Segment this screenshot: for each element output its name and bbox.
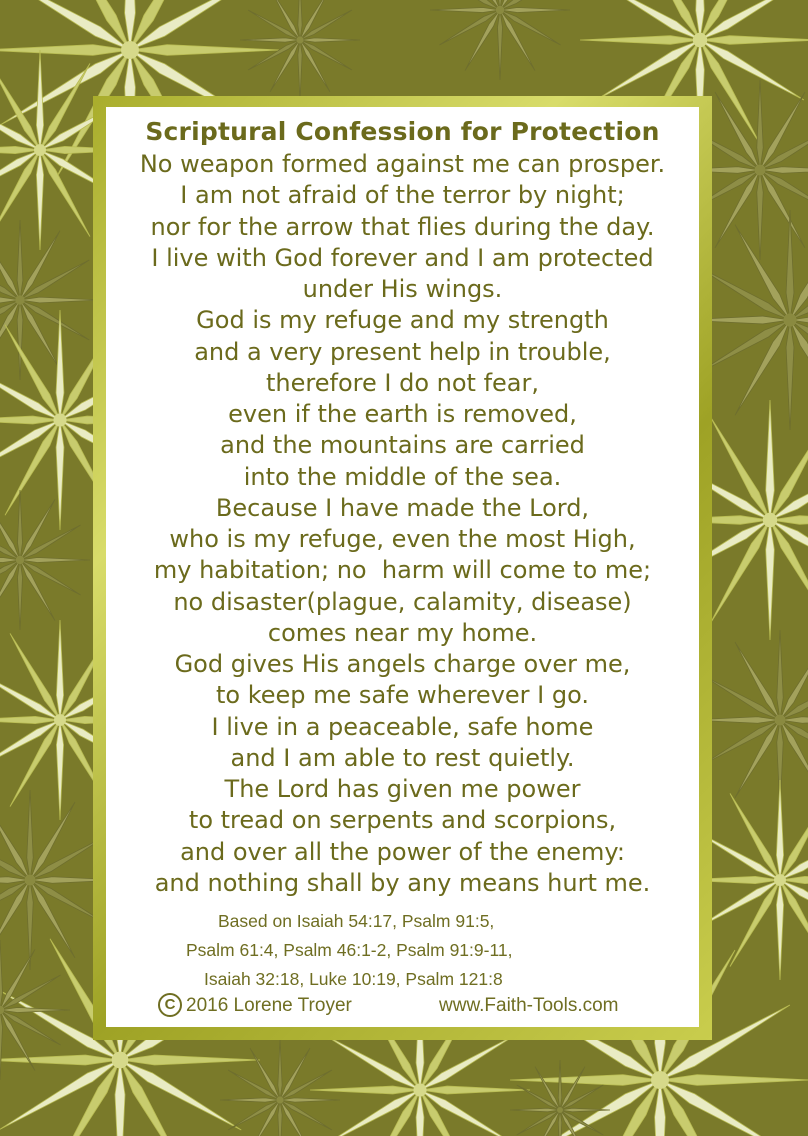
confession-line: God gives His angels charge over me, [174, 650, 631, 678]
reference-line: Psalm 61:4, Psalm 46:1-2, Psalm 91:9-11, [186, 940, 513, 960]
copyright-text: 2016 Lorene Troyer [186, 995, 352, 1016]
reference-line: Isaiah 32:18, Luke 10:19, Psalm 121:8 [204, 969, 503, 989]
confession-line: into the middle of the sea. [243, 462, 562, 491]
confession-text [106, 149, 699, 899]
confession-line: to tread on serpents and scorpions, [188, 806, 617, 835]
confession-line: to keep me safe wherever I go. [216, 681, 589, 710]
confession-card [106, 107, 699, 1027]
confession-line: under His wings. [302, 275, 503, 303]
confession-line: I live with God forever and I am protected [151, 243, 654, 272]
website-link[interactable]: www.Faith-Tools.com [439, 995, 619, 1016]
confession-line: and a very present help in trouble, [194, 337, 611, 366]
scripture-references [186, 907, 626, 994]
confession-line: nor for the arrow that flies during the day. [150, 212, 655, 241]
confession-line: no disaster(plague, calamity, disease) [173, 587, 632, 616]
confession-line: and the mountains are carried [220, 431, 585, 460]
confession-line: I live in a peaceable, safe home [211, 712, 594, 741]
copyright-icon: C [158, 993, 182, 1017]
confession-line: No weapon formed against me can prosper. [139, 150, 666, 178]
confession-line: comes near my home. [267, 618, 538, 647]
confession-line: I am not afraid of the terror by night; [180, 181, 625, 210]
confession-line: therefore I do not fear, [266, 368, 539, 397]
confession-line: even if the earth is removed, [228, 400, 577, 428]
confession-line: Because I have made the Lord, [215, 493, 590, 522]
card-footer [106, 991, 699, 1021]
confession-line: my habitation; no harm will come to me; [153, 556, 652, 585]
reference-line: Based on Isaiah 54:17, Psalm 91:5, [218, 911, 495, 931]
card-title: Scriptural Confession for Protection [145, 117, 660, 146]
confession-line: The Lord has given me power [224, 775, 581, 803]
confession-line: and nothing shall by any means hurt me. [154, 868, 651, 897]
confession-line: who is my refuge, even the most High, [169, 525, 636, 553]
confession-line: and over all the power of the enemy: [180, 837, 625, 866]
confession-line: and I am able to rest quietly. [230, 743, 575, 772]
confession-line: God is my refuge and my strength [196, 306, 609, 335]
